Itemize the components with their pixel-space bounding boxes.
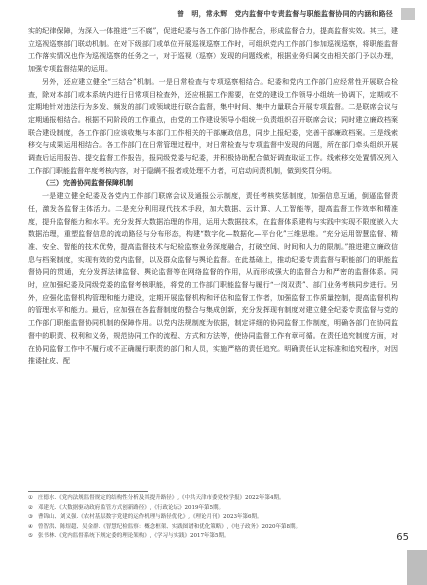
footnote-text: 邓建光.《大数据驱动政府监管方式创新路径》,《行政论坛》2019年第5期。 [38,504,224,511]
footnote-text: 曾智洪、陈煜超、吴金群.《智慧纪检监察：概念框架、实践图谱和优化策略》,《电子政务》2020年第8期。 [38,523,301,530]
footnotes [28,494,398,542]
page-number: 65 [396,532,409,543]
footnote-4 [28,523,398,533]
running-head [16,6,415,22]
paragraph-1: 实的纪律保障，为深入一体推进“三不腐”，促进纪委与各工作部门协作配合，形成监督合力，提高监督实效。其三，建立巡视巡察部门联动机制。在对下级部门或单位开展巡视巡察工作时，可组织党内工作部门参加巡视巡察，将职能监督工作落实情况也作为巡视巡察的任务之一，对于巡视（巡察）发现的问题线索，根据业务归属交由相关部门予以办理，加强专项监督结果的运用。 [28,27,398,74]
footnote-3 [28,513,398,523]
footnote-mark: ① [28,495,33,501]
footnote-mark: ④ [28,523,33,530]
footnote-text: 庄德水.《党内法规监督规定的结构性分析及其提升路径》,《中共天津市委党校学报》2022年第4期。 [38,495,285,501]
footnote-mark: ③ [28,514,33,521]
footnote-2 [28,504,398,514]
section-subheading: （三）完善协同监督保障机制 [42,179,133,188]
paragraph-3: 一是建立健全纪委及各党内工作部门联席会议及通报公示制度，责任考核奖惩制度，加强信息互通，倒逼监督责任，激发各监督主体活力。二是充分利用现代技术手段，加大数据、云计算、人工智能等，提高监督工作效率和精准度，提升监督能力和水平。充分发挥大数据治理的作用，运用大数据技术，在监督体系建构与实践中实现不限度嵌入大数据治理，重塑监督信息的流动路径与分布形态，构建“数字化—数据化—平台化”三维思维。“充分运用智慧监督、精准、安全、智能的技术优势，提高监督技术与纪检监察业务深度融合，打破空间、时间和人力的限制。”推进建立廉政信息与档案制度，实现有效的党内监督，以及群众监督与舆论监督。在此基础上，推动纪委专责监督与职能部门的职能监督协同的贯通，充分发挥法律监督、舆论监督等在网络监督的作用，从而形成强大的监督合力和严密的监督体系。同时，应加强纪委及同级党委的监督考核职能，将党的工作部门职能监督与履行“一岗双责”、部门业务考核同步进行。另外，应强化监督机构管理和能力建设，定期开展监督机构和评估和监督工作者，加强监督工作质量控制，提高监督机构的管理水平和能力。最后，应加强在各监督制度的整合与集成创新，充分发挥现有制度对建立健全纪委专责监督与党的工作部门职能监督协同机制的保障作用。以党内法规制度为依据，制定详细的协同监督工作制度，明确各部门在协同监督中的职责、权利和义务，规范协同工作的流程、方式和方法等，使协同监督工作有章可循。在责任追究制度方面，对在协同监督工作中不履行或不正确履行职责的部门和人员，实施严格的责任追究。明确责任认定标准和追究程序，对因推诿扯皮、配 [28,192,398,366]
footnote-divider [28,491,148,492]
paragraph-2: 另外，还应建立健全“三结合”机制。一是日常检查与专项巡察相结合。纪委和党内工作部门应经常性开展联合检查，除对本部门或本系统内进行日常项目检查外，还应根据工作需要，在党的建设工作领导小组统一协调下，定期或不定期地针对违法行为多发、频发的部门或领域进行联合监督，集中时间、集中力量联合开展专项监督。二是联席会议与定期通报相结合。根据不同阶段的工作重点，由党的工作建设领导小组统一负责组织召开联席会议；同时建立廉政档案联合建设制度，各工作部门应该收集与本部门工作相关的干部廉政信息，同步上报纪委，完善干部廉政档案。三是线索移交与成果运用相结合。各工作部门在日常管理过程中，对日常检查与专项监督中发现的问题，所在部门牵头组织开展调查后运用报告、提交监督工作报告，报同级党委与纪委，并积极协助配合做好调查取证工作。线索移交处置情况列入工作部门职能监督年度考核内容，对于隐瞒不报者或处理不力者，可启动问责机制，做到奖罚分明。 [28,77,398,175]
page-edge-tab [407,550,427,585]
article-body [28,25,398,487]
header-decoration-bar [401,8,415,20]
footnote-mark: ② [28,504,33,511]
footnote-mark: ⑤ [28,533,33,540]
footnote-5 [28,532,398,542]
footnote-text: 曹锦山、刘义强.《农村基层数字党建的运作机理与路径优化》,《理论月刊》2023年第6期。 [38,514,263,521]
running-title: 曾 明，常永辉 党内监督中专责监督与职能监督协同的内涵和路径 [177,10,393,18]
footnote-1 [28,494,398,504]
footnote-text: 张书林.《党内监督系统下规定委的理论架构》,《学习与实践》2017年第5期。 [38,533,230,540]
